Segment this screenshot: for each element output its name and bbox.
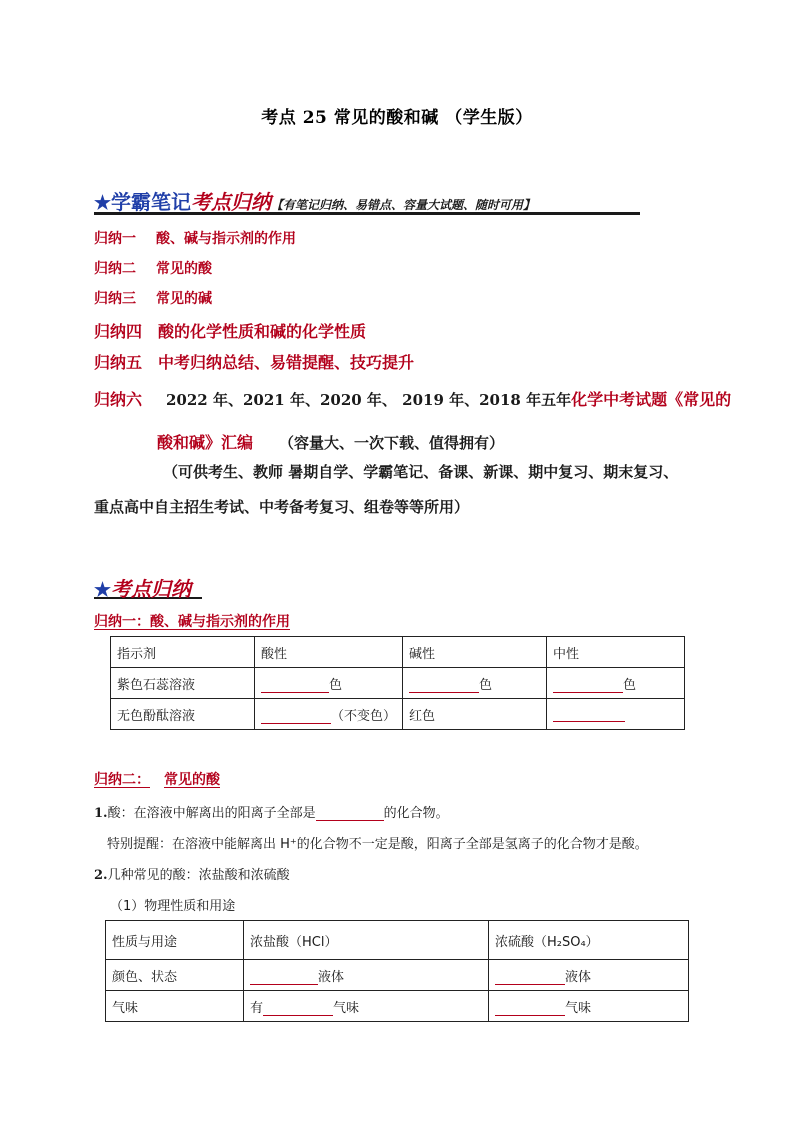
toc-item-6 (94, 387, 731, 410)
answer-blank[interactable] (495, 1001, 565, 1016)
table-cell: 紫色石蕊溶液 (111, 668, 255, 699)
table-cell: 碱性 (403, 637, 547, 668)
table-row (111, 637, 685, 668)
toc-item-5 (94, 350, 414, 373)
table-cell: 指示剂 (111, 637, 255, 668)
toc6-paren: （容量大、一次下载、值得拥有） (279, 434, 505, 452)
table-cell: 中性 (547, 637, 685, 668)
g2-heading-label: 归纳二： (94, 772, 150, 788)
answer-blank[interactable] (261, 678, 329, 693)
table-cell: 性质与用途 (106, 921, 244, 960)
table-cell: 气味 (106, 991, 244, 1022)
table-cell (244, 991, 489, 1022)
table-cell: 无色酚酞溶液 (111, 699, 255, 730)
table-cell (403, 668, 547, 699)
blank-suffix: 液体 (565, 969, 592, 985)
table-row (106, 960, 689, 991)
table-row (106, 921, 689, 960)
answer-blank[interactable] (553, 707, 625, 722)
toc6-years: 2022 年、2021 年、2020 年、 2019 年、2018 年五年 (166, 391, 572, 409)
toc-label: 归纳三 (94, 291, 136, 307)
star-icon: ★ (94, 192, 112, 214)
g2-p1 (94, 802, 449, 821)
g2-heading (94, 769, 220, 789)
table-row (111, 699, 685, 730)
toc6-line2 (157, 430, 504, 453)
notes-banner (94, 186, 640, 215)
blank-prefix: 有 (250, 1000, 264, 1016)
indicator-table (110, 636, 685, 730)
num: 1. (94, 806, 108, 821)
answer-blank[interactable] (250, 970, 318, 985)
blank-suffix: 色 (623, 677, 637, 693)
text: 几种常见的酸：浓盐酸和浓硫酸 (107, 868, 290, 883)
answer-blank[interactable] (495, 970, 565, 985)
toc-item-1 (94, 228, 296, 248)
table-cell: 浓盐酸（HCl） (244, 921, 489, 960)
blank-suffix: 气味 (565, 1000, 592, 1016)
table-cell: 浓硫酸（H₂SO₄） (489, 921, 689, 960)
star-icon: ★ (94, 579, 112, 601)
toc-text: 常见的碱 (156, 291, 212, 307)
acid-table (105, 920, 689, 1022)
toc6-line4: 重点高中自主招生考试、中考备考复习、组卷等等所用） (94, 498, 470, 516)
table-cell (255, 699, 403, 730)
toc6-red1: 化学中考试题《常见的 (571, 390, 732, 409)
toc-text: 酸、碱与指示剂的作用 (156, 231, 296, 247)
answer-blank[interactable] (409, 678, 479, 693)
table-cell: 红色 (403, 699, 547, 730)
answer-blank[interactable] (553, 678, 623, 693)
toc6-red2: 酸和碱》汇编 (157, 433, 254, 452)
blank-suffix: （不变色） (331, 708, 397, 724)
blank-suffix: 色 (329, 677, 343, 693)
answer-blank[interactable] (261, 709, 331, 724)
toc-label: 归纳六 (94, 390, 143, 409)
toc-text: 常见的酸 (156, 261, 212, 277)
toc-item-3 (94, 288, 212, 308)
banner-part3: 【有笔记归纳、易错点、容量大试题、随时可用】 (271, 198, 536, 212)
g1-heading (94, 611, 290, 631)
toc-label: 归纳四 (94, 322, 143, 341)
table-cell (255, 668, 403, 699)
table-cell (489, 991, 689, 1022)
toc-text: 中考归纳总结、易错提醒、技巧提升 (158, 353, 415, 372)
toc-label: 归纳五 (94, 353, 143, 372)
toc-label: 归纳一 (94, 231, 136, 247)
table-cell (547, 668, 685, 699)
page-title: 考点 25 常见的酸和碱 （学生版） (261, 108, 533, 128)
table-row (111, 668, 685, 699)
banner-part1: 学霸笔记 (111, 190, 192, 214)
toc-item-2 (94, 258, 212, 278)
text: 酸：在溶液中解离出的阳离子全部是 (107, 806, 316, 821)
g2-heading-text: 常见的酸 (164, 772, 220, 788)
section-banner (94, 573, 202, 599)
banner-part2: 考点归纳 (191, 190, 272, 214)
blank-suffix: 气味 (333, 1000, 360, 1016)
table-cell (547, 699, 685, 730)
table-cell (489, 960, 689, 991)
table-cell: 酸性 (255, 637, 403, 668)
section-heading: 考点归纳 (111, 577, 192, 601)
text: 的化合物。 (383, 806, 449, 821)
blank-suffix: 色 (479, 677, 493, 693)
toc6-line3: （可供考生、教师 暑期自学、学霸笔记、备课、新课、期中复习、期末复习、 (163, 463, 679, 481)
toc-label: 归纳二 (94, 261, 136, 277)
table-cell (244, 960, 489, 991)
g2-p3 (94, 864, 290, 883)
num: 2. (94, 868, 108, 883)
answer-blank[interactable] (263, 1001, 333, 1016)
g1-heading-text: 归纳一：酸、碱与指示剂的作用 (94, 614, 290, 630)
table-cell: 颜色、状态 (106, 960, 244, 991)
table-row (106, 991, 689, 1022)
answer-blank[interactable] (316, 806, 384, 821)
blank-suffix: 液体 (318, 969, 345, 985)
g2-p4: （1）物理性质和用途 (110, 899, 236, 914)
toc-text: 酸的化学性质和碱的化学性质 (158, 322, 367, 341)
g2-p2: 特别提醒：在溶液中能解离出 H⁺的化合物不一定是酸，阳离子全部是氢离子的化合物才是酸。 (107, 837, 648, 852)
toc-item-4 (94, 319, 366, 342)
